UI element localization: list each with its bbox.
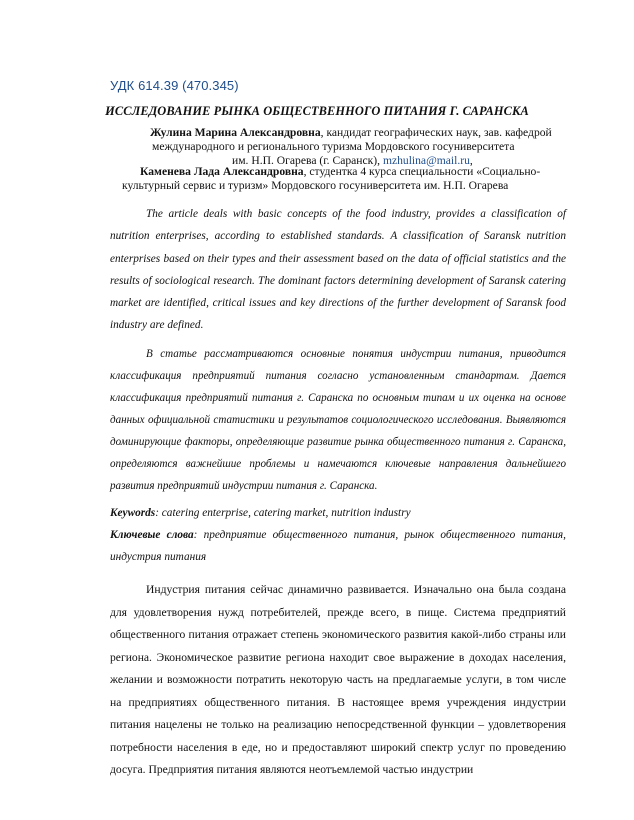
body-paragraph: Индустрия питания сейчас динамично развивается. Изначально она была создана для удовлетворения нужд потребителей, прежде всего, в пище. Система предприятий общественного питания отражает степень экономического развития какой-либо страны или региона. Экономическое развитие региона находит свое выражение в доходах населения, желании и возможности потратить некоторую часть на предлагаемые услуги, в том числе на предприятиях общественного питания. В настоящее время учреждения индустрии питания нацелены не только на реализацию непосредственной функции – удовлетворения потребности населения в еде, но и предоставляют широкий спектр услуг по проведению досуга. Предприятия питания являются неотъемлемой частью индустрии xyxy=(110,583,566,776)
article-title: ИССЛЕДОВАНИЕ РЫНКА ОБЩЕСТВЕННОГО ПИТАНИЯ Г. САРАНСКА xyxy=(105,104,529,118)
author-2-department: культурный сервис и туризм» Мордовского госуниверситета им. Н.П. Огарева xyxy=(122,179,509,192)
keywords-russian-text: : предприятие общественного питания, рынок общественного питания, индустрия питания xyxy=(110,529,566,563)
author-1-department: международного и регионального туризма Мордовского госуниверситета xyxy=(152,140,515,153)
author-1-block: Жулина Марина Александровна, кандидат географических наук, зав. кафедрой международного и регионального туризма Мордовского госуниверситета им. Н.П. Огарева (г. Саранск), mzhulina@mail.ru, xyxy=(110,126,560,168)
abstract-english: The article deals with basic concepts of the food industry, provides a classification of nutrition enterprises, according to established standards. A classification of Saransk nutrition enterprises based on their types and their assessment based on the data of official statistics and the results of sociological research. The dominant factors determining development of Saransk catering market are identified, critical issues and key directions of the further development of Saransk food industry are defined. xyxy=(110,208,566,332)
author-1-affiliation: , кандидат географических наук, зав. кафедрой xyxy=(320,126,552,139)
author-1-name: Жулина Марина Александровна xyxy=(150,126,321,139)
author-2-block xyxy=(110,165,560,193)
keywords-russian xyxy=(110,524,566,568)
keywords-russian-label: Ключевые слова xyxy=(110,529,194,541)
keywords-english-label: Keywords xyxy=(110,507,156,519)
abstract-russian: В статье рассматриваются основные понятия индустрии питания, приводится классификация предприятий питания согласно установленным стандартам. Дается классификация предприятий питания г. Саранска по основным типам и их оценка на основе данных официальной статистики и результатов социологического исследования. Выявляются доминирующие факторы, определяющие развитие рынка общественного питания г. Саранска, определяются важнейшие проблемы и намечаются ключевые направления дальнейшего развития предприятий индустрии питания г. Саранска. xyxy=(110,348,566,492)
author-1-university: им. Н.П. Огарева (г. Саранск), xyxy=(232,154,383,167)
author-2-affiliation: , студентка 4 курса специальности «Социально- xyxy=(303,165,541,178)
keywords-english-text: : catering enterprise, catering market, nutrition industry xyxy=(155,507,411,519)
author-1-email-link[interactable]: mzhulina@mail.ru xyxy=(382,154,470,167)
author-2-name: Каменева Лада Александровна xyxy=(140,165,304,178)
keywords-english xyxy=(110,502,566,524)
udk-code: УДК 614.39 (470.345) xyxy=(110,78,239,93)
